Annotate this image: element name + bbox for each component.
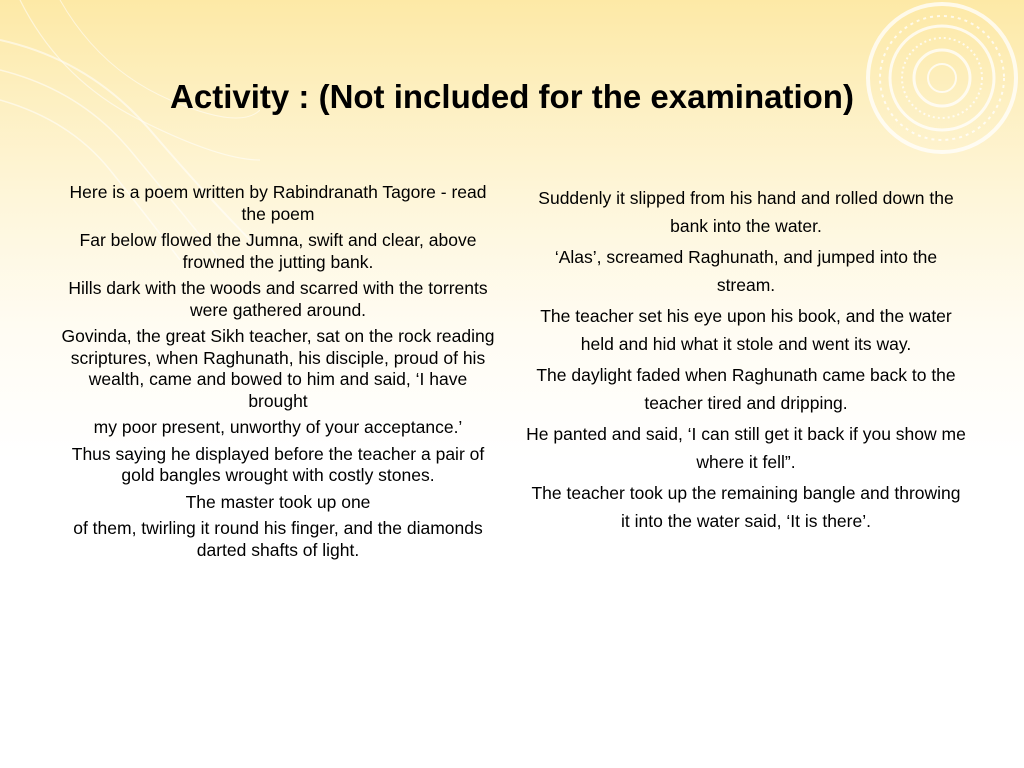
poem-paragraph: of them, twirling it round his finger, and the diamonds darted shafts of light. xyxy=(73,518,483,560)
poem-paragraph: my poor present, unworthy of your acceptance.’ xyxy=(93,417,463,437)
poem-paragraph: He panted and said, ‘I can still get it back if you show me where it fell”. xyxy=(526,424,966,472)
poem-paragraph: Thus saying he displayed before the teacher a pair of gold bangles wrought with costly stones. xyxy=(71,443,485,485)
poem-paragraph: Govinda, the great Sikh teacher, sat on the rock reading scriptures, when Raghunath, his disciple, proud of his wealth, came and bowed to him and said, ‘I have brought xyxy=(61,326,495,411)
poem-paragraph: Suddenly it slipped from his hand and rolled down the bank into the water. xyxy=(538,188,954,236)
slide-title: Activity : (Not included for the examination) xyxy=(170,78,854,115)
poem-paragraph: Far below flowed the Jumna, swift and clear, above frowned the jutting bank. xyxy=(79,230,477,272)
poem-paragraph: Hills dark with the woods and scarred with the torrents were gathered around. xyxy=(68,278,488,320)
poem-paragraph: The master took up one xyxy=(185,491,371,512)
poem-paragraph: Here is a poem written by Rabindranath Tagore - read the poem xyxy=(69,182,487,224)
poem-paragraph: The teacher took up the remaining bangle and throwing it into the water said, ‘It is there’. xyxy=(531,483,961,531)
poem-paragraph: The daylight faded when Raghunath came back to the teacher tired and dripping. xyxy=(536,365,956,413)
right-text-column xyxy=(526,185,966,539)
poem-paragraph: The teacher set his eye upon his book, and the water held and hid what it stole and went its way. xyxy=(540,306,952,354)
poem-paragraph: ‘Alas’, screamed Raghunath, and jumped into the stream. xyxy=(554,247,938,295)
left-text-column xyxy=(58,182,498,566)
